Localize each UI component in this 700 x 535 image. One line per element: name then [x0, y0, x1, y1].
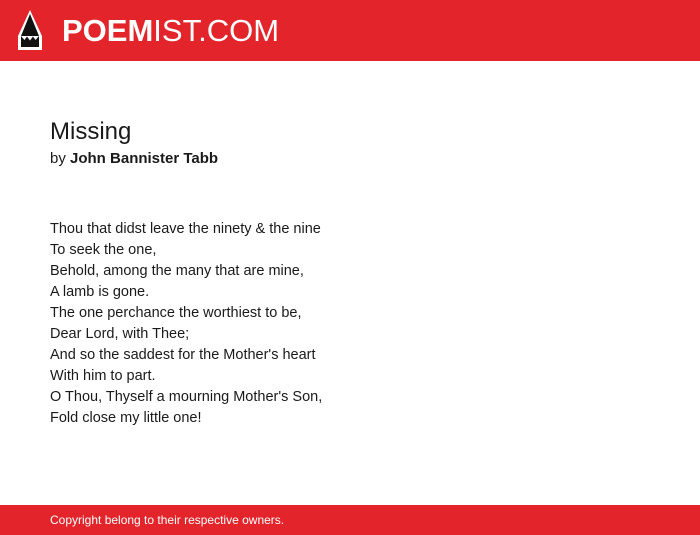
poem-line: Behold, among the many that are mine,	[50, 263, 304, 279]
byline	[50, 149, 218, 169]
poem-line: A lamb is gone.	[50, 284, 150, 300]
pencil-tip-icon[interactable]	[17, 9, 43, 51]
poem-title: Missing	[50, 118, 132, 145]
brand-regular-part: IST.COM	[153, 13, 280, 48]
poem-line: Fold close my little one!	[50, 410, 202, 426]
site-logo-text[interactable]	[62, 12, 279, 50]
site-footer	[0, 505, 700, 535]
site-header	[0, 0, 700, 61]
author-name: John Bannister Tabb	[70, 150, 219, 167]
copyright-text: Copyright belong to their respective owners.	[50, 513, 285, 527]
poem-line: Thou that didst leave the ninety & the nine	[50, 221, 321, 237]
brand-bold-part: POEM	[62, 13, 154, 48]
poem-line: To seek the one,	[50, 242, 157, 258]
by-label: by	[50, 150, 66, 167]
poem-line: O Thou, Thyself a mourning Mother's Son,	[50, 389, 323, 405]
poem-line: With him to part.	[50, 368, 156, 384]
poem-line: The one perchance the worthiest to be,	[50, 305, 302, 321]
poem-body	[50, 219, 322, 429]
poem-line: Dear Lord, with Thee;	[50, 326, 190, 342]
poem-line: And so the saddest for the Mother's heart	[50, 347, 316, 363]
